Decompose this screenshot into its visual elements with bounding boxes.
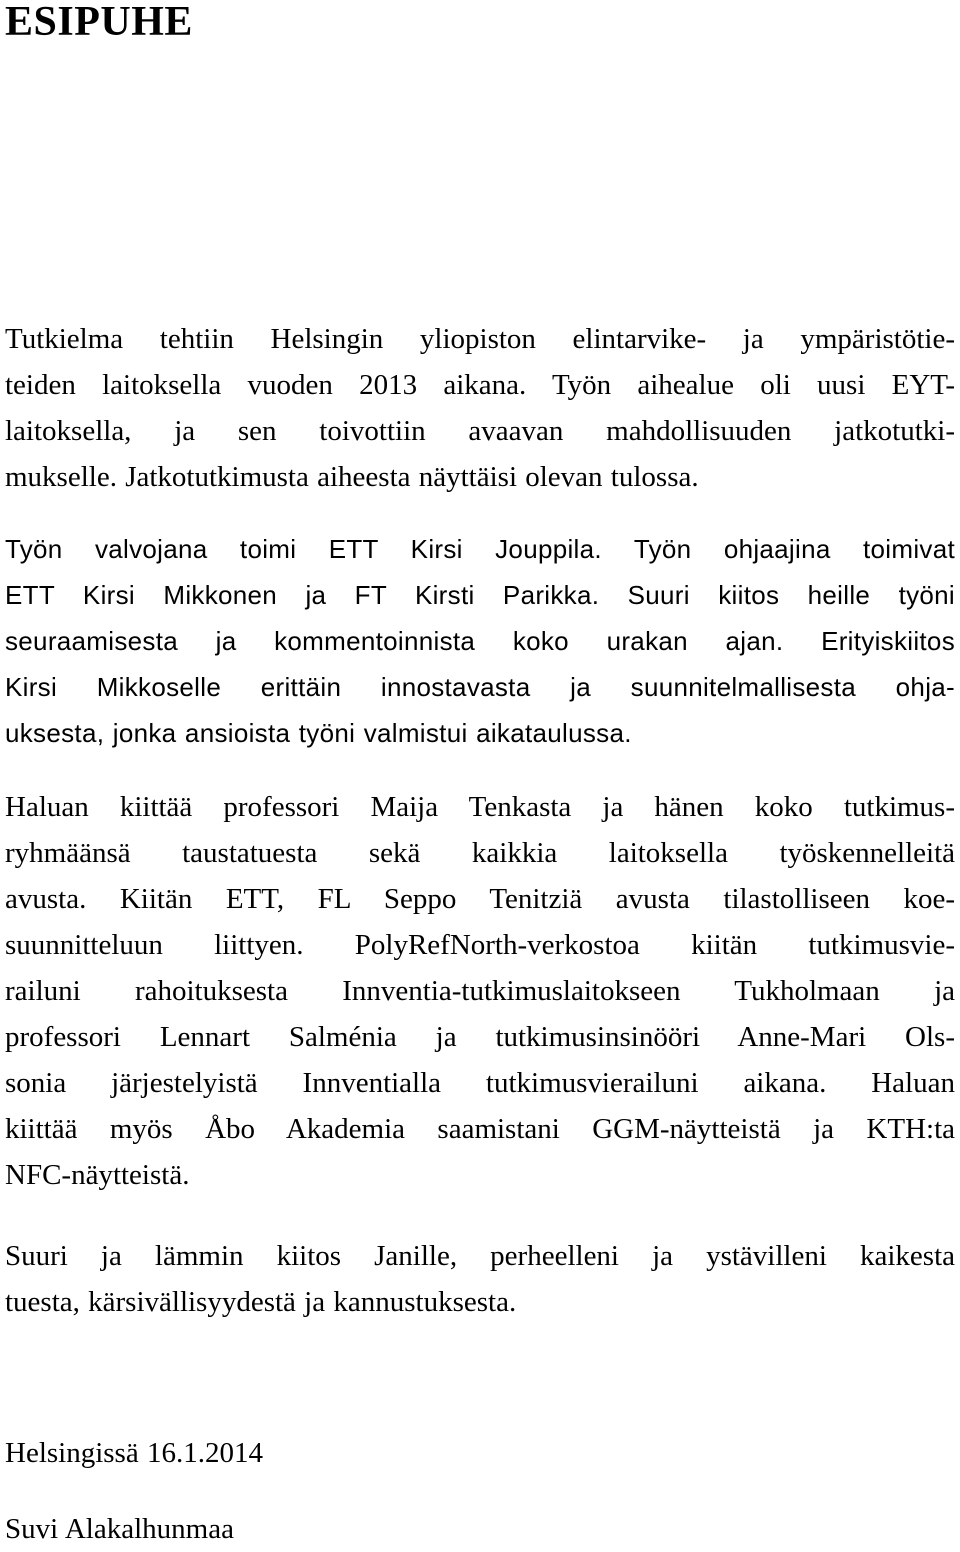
text-line: avusta. Kiitän ETT, FL Seppo Tenitziä avusta tilastolliseen koe- <box>5 883 955 915</box>
text-line: tuesta, kärsivällisyydestä ja kannustuksesta. <box>5 1286 517 1318</box>
text-line: mukselle. Jatkotutkimusta aiheesta näyttäisi olevan tulossa. <box>5 461 699 493</box>
paragraph-supervisors <box>5 526 955 756</box>
text-line: ETT Kirsi Mikkonen ja FT Kirsti Parikka. Suuri kiitos heille työni <box>5 580 955 610</box>
text-line: uksesta, jonka ansioista työni valmistui aikataulussa. <box>5 718 632 748</box>
text-line: Tutkielma tehtiin Helsingin yliopiston elintarvike- ja ympäristötie- <box>5 323 955 355</box>
text-line: Suuri ja lämmin kiitos Janille, perheelleni ja ystävilleni kaikesta <box>5 1240 955 1272</box>
paragraph-personal-thanks <box>5 1233 955 1325</box>
text-line: teiden laitoksella vuoden 2013 aikana. Työn aihealue oli uusi EYT- <box>5 369 955 401</box>
text-line: kiittää myös Åbo Akademia saamistani GGM-näytteistä ja KTH:ta <box>5 1113 955 1145</box>
text-line: NFC-näytteistä. <box>5 1159 190 1191</box>
text-line: laitoksella, ja sen toivottiin avaavan mahdollisuuden jatkotutki- <box>5 415 955 447</box>
text-line: seuraamisesta ja kommentoinnista koko urakan ajan. Erityiskiitos <box>5 626 955 656</box>
paragraph-acknowledgements <box>5 784 955 1198</box>
place-and-date: Helsingissä 16.1.2014 <box>5 1437 263 1469</box>
text-line: Haluan kiittää professori Maija Tenkasta ja hänen koko tutkimus- <box>5 791 955 823</box>
text-line: professori Lennart Salménia ja tutkimusinsinööri Anne-Mari Ols- <box>5 1021 955 1053</box>
text-line: Kirsi Mikkoselle erittäin innostavasta ja suunnitelmallisesta ohja- <box>5 672 955 702</box>
text-line: ryhmäänsä taustatuesta sekä kaikkia laitoksella työskennelleitä <box>5 837 955 869</box>
text-line: Työn valvojana toimi ETT Kirsi Jouppila. Työn ohjaajina toimivat <box>5 534 955 564</box>
text-line: suunnitteluun liittyen. PolyRefNorth-verkostoa kiitän tutkimusvie- <box>5 929 955 961</box>
text-line: sonia järjestelyistä Innventialla tutkimusvierailuni aikana. Haluan <box>5 1067 955 1099</box>
author-signature-name: Suvi Alakalhunmaa <box>5 1513 234 1545</box>
text-line: railuni rahoituksesta Innventia-tutkimuslaitokseen Tukholmaan ja <box>5 975 955 1007</box>
paragraph-intro <box>5 316 955 500</box>
page-title: ESIPUHE <box>5 0 193 45</box>
